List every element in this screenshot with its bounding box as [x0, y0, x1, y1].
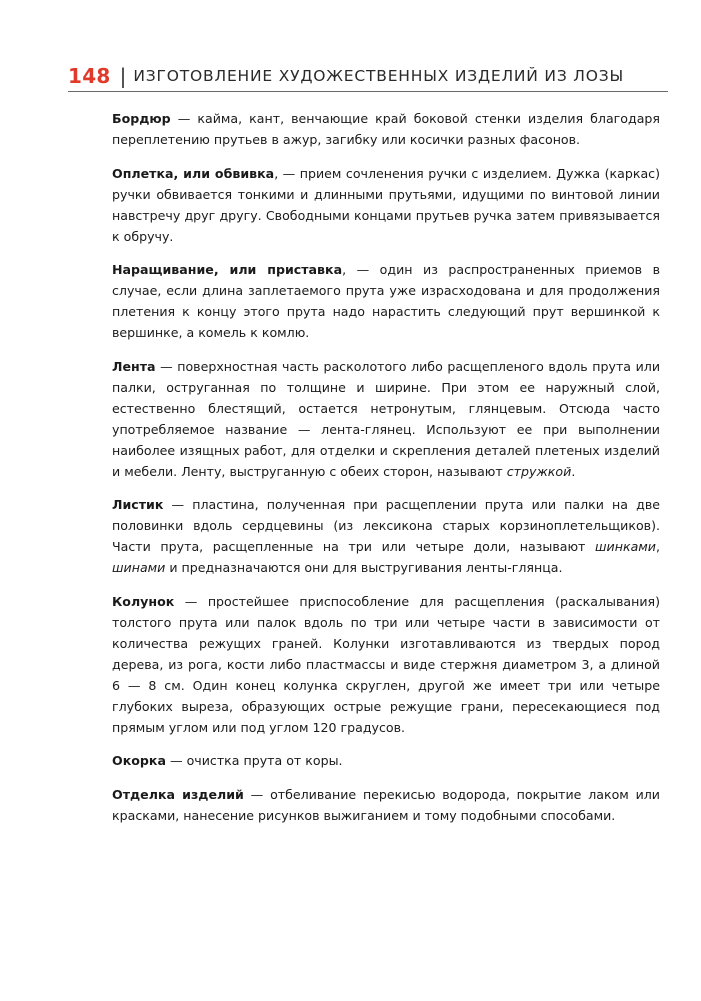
glossary-entry-narashchivanie: [112, 259, 660, 343]
glossary-entry-bordyur: [112, 108, 660, 150]
glossary-definition: — кайма, кант, венчающие край боковой стенки изделия благодаря переплетению прутьев в ажур, загибку или косички разных фасонов.: [112, 111, 660, 147]
page-number: 148: [68, 64, 111, 88]
glossary-definition: — очистка прута от коры.: [165, 753, 343, 768]
glossary-entry-lenta: [112, 356, 660, 482]
glossary-definition: , — прием сочленения ручки с изделием. Дужка (каркас) ручки обвивается тонкими и длинными прутьями, идущими по винтовой линии навстречу друг другу. Свободными концами прутьев ручка затем привязывается к обручу.: [112, 165, 660, 244]
glossary-italic-term: шинками: [595, 539, 656, 554]
glossary-entry-okorka: [112, 750, 660, 771]
glossary-term: Листик: [112, 497, 164, 512]
glossary-entry-listik: [112, 494, 660, 578]
glossary-term: Отделка изделий: [112, 786, 244, 802]
glossary-entry-kolunok: [112, 591, 660, 738]
glossary-definition-end: и предназначаются они для выстругивания ленты-глянца.: [165, 560, 563, 575]
glossary-definition: — поверхностная часть расколотого либо расщепленого вдоль прута или палки, оструганная по толщине и ширине. При этом ее наружный слой, естественно блестящий, остается нетронутым, глянцевым. Отсюда часто употребляемое название — лента-глянец. Используют ее при выполнении наиболее изящных работ, для отделки и скрепления деталей плетеных изделий и мебели. Ленту, выструганную с обеих сторон, называют: [112, 358, 660, 479]
glossary-definition-mid: ,: [655, 539, 660, 554]
glossary-definition: — отбеливание перекисью водорода, покрытие лаком или красками, нанесение рисунков выжиганием и тому подобными способами.: [112, 786, 660, 823]
glossary-definition: — простейшее приспособление для расщепления (раскалывания) толстого прута или палок вдоль по три или четыре части в зависимости от количества режущих граней. Колунки изготавливаются из твердых пород дерева, из рога, кости либо пластмассы и виде стержня диаметром 3, а длиной 6 — 8 см. Один конец колунка скруглен, другой же имеет три или четыре глубоких выреза, образующих острые режущие грани, пересекающиеся под прямым углом или под углом 120 градусов.: [112, 593, 660, 735]
glossary-italic-term: шинами: [112, 560, 166, 575]
glossary-content: [112, 108, 660, 838]
glossary-term: Оплетка, или обвивка: [112, 165, 275, 181]
glossary-entry-otdelka: [112, 784, 660, 826]
glossary-definition: , — один из распространенных приемов в случае, если длина заплетаемого прута уже израсходована и для продолжения плетения к концу этого прута надо нарастить следующий прут вершинкой к вершинке, а комель к комлю.: [112, 262, 660, 340]
glossary-italic-term: стружкой: [506, 463, 572, 479]
glossary-term: Лента: [112, 358, 156, 374]
glossary-definition-end: .: [571, 463, 576, 479]
glossary-term: Бордюр: [112, 111, 171, 126]
glossary-entry-opletka: [112, 163, 660, 247]
running-title: ИЗГОТОВЛЕНИЕ ХУДОЖЕСТВЕННЫХ ИЗДЕЛИЙ ИЗ ЛОЗЫ: [133, 67, 624, 85]
page-header: [68, 62, 668, 90]
glossary-definition: — пластина, полученная при расщеплении прута или палки на две половинки вдоль сердцевины (из лексикона старых корзиноплетельщиков). Части прута, расщепленные на три или четыре доли, называют: [112, 497, 660, 554]
glossary-term: Колунок: [112, 593, 175, 609]
glossary-term: Окорка: [112, 753, 166, 768]
header-rule: [68, 91, 668, 92]
header-separator: |: [119, 64, 127, 88]
glossary-term: Наращивание, или приставка: [112, 262, 343, 277]
